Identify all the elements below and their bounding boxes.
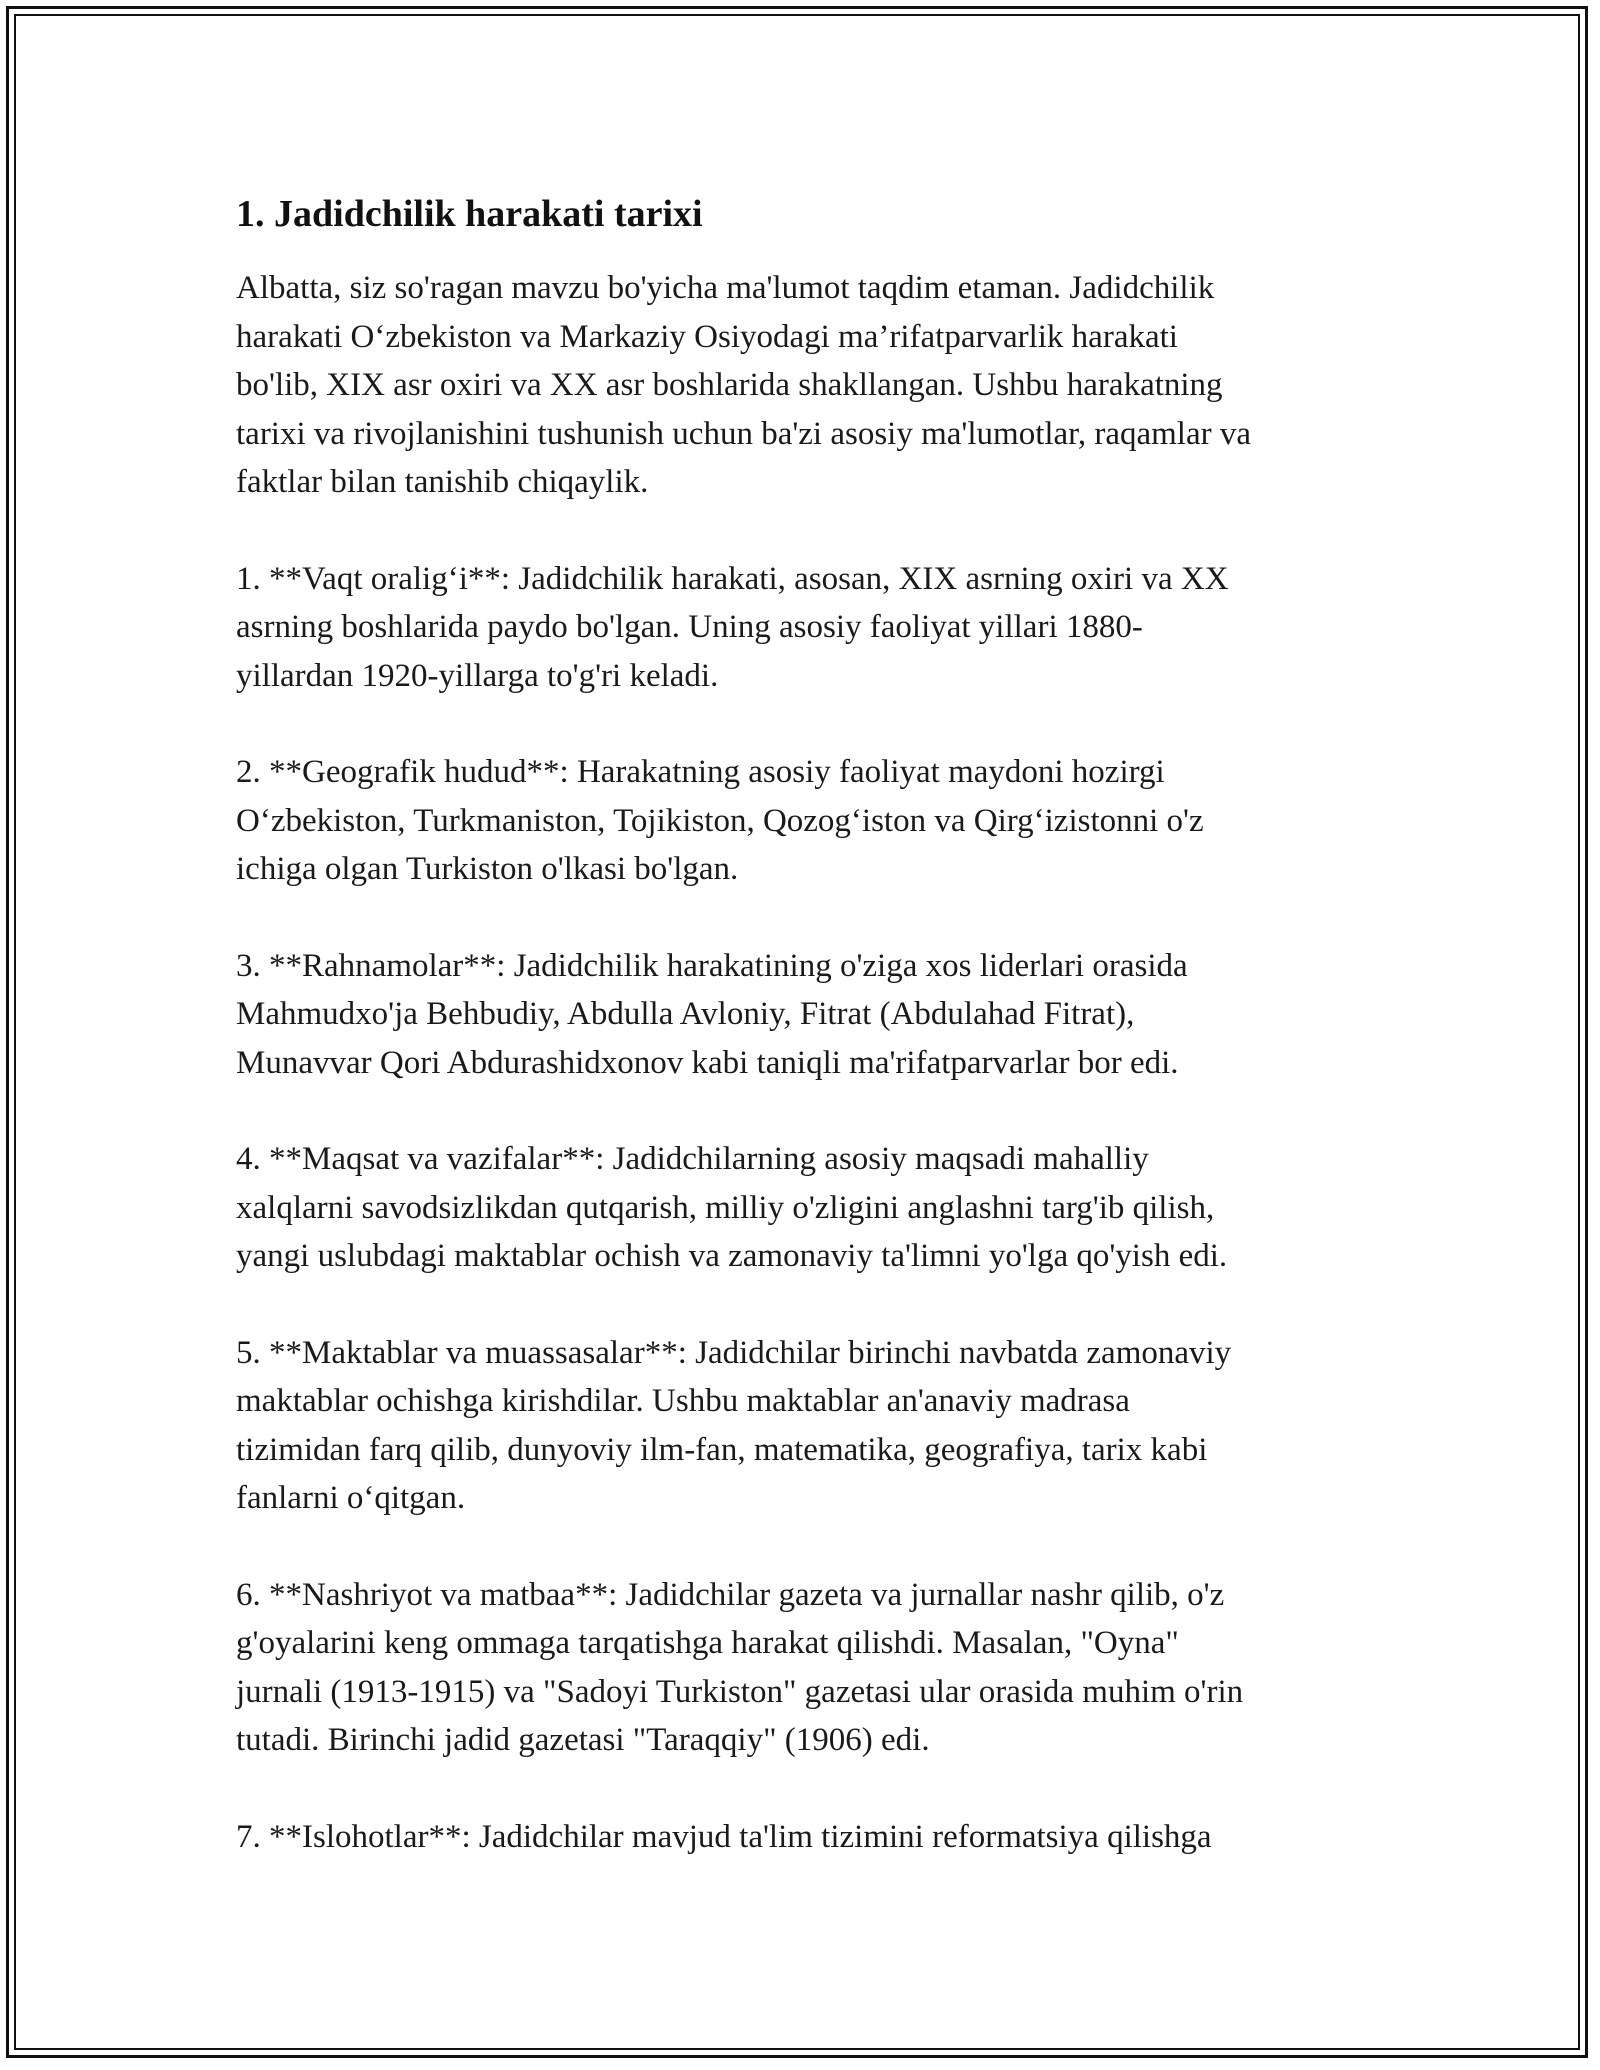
text-line: 3. **Rahnamolar**: Jadidchilik harakatining o'ziga xos liderlari orasida [236,947,1188,984]
list-item-5 [236,1329,1376,1523]
text-line: tarixi va rivojlanishini tushunish uchun ba'zi asosiy ma'lumotlar, raqamlar va [236,415,1252,452]
text-line: 4. **Maqsat va vazifalar**: Jadidchilarning asosiy maqsadi mahalliy [236,1141,1149,1177]
text-line: fanlarni o‘qitgan. [236,1480,466,1516]
text-line: 6. **Nashriyot va matbaa**: Jadidchilar gazeta va jurnallar nashr qilib, o'z [236,1576,1225,1613]
text-line: 5. **Maktablar va muassasalar**: Jadidchilar birinchi navbatda zamonaviy [236,1334,1232,1371]
text-line: 1. **Vaqt oralig‘i**: Jadidchilik harakati, asosan, XIX asrning oxiri va XX [236,560,1229,597]
document-title: 1. Jadidchilik harakati tarixi [236,193,703,235]
text-line: jurnali (1913-1915) va "Sadoyi Turkiston" gazetasi ular orasida muhim o'rin [236,1673,1244,1710]
text-line: tutadi. Birinchi jadid gazetasi "Taraqqiy" (1906) edi. [236,1722,930,1758]
text-line: faktlar bilan tanishib chiqaylik. [236,464,649,500]
text-line: maktablar ochishga kirishdilar. Ushbu maktablar an'anaviy madrasa [236,1383,1130,1419]
document-body [236,190,1376,1909]
list-item-2 [236,748,1376,894]
list-item-7 [236,1813,1376,1862]
list-item-3 [236,942,1376,1088]
text-line: g'oyalarini keng ommaga tarqatishga harakat qilishdi. Masalan, "Oyna" [236,1625,1179,1661]
list-item-4 [236,1135,1376,1281]
text-line: O‘zbekiston, Turkmaniston, Tojikiston, Qozog‘iston va Qirg‘izistonni o'z [236,802,1204,839]
text-line: xalqlarni savodsizlikdan qutqarish, milliy o'zligini anglashni targ'ib qilish, [236,1189,1215,1226]
text-line: harakati O‘zbekiston va Markaziy Osiyodagi ma’rifatparvarlik harakati [236,318,1178,355]
text-line: tizimidan farq qilib, dunyoviy ilm-fan, matematika, geografiya, tarix kabi [236,1431,1208,1468]
text-line: Mahmudxo'ja Behbudiy, Abdulla Avloniy, Fitrat (Abdulahad Fitrat), [236,996,1135,1032]
list-item-6 [236,1571,1376,1765]
text-line: 7. **Islohotlar**: Jadidchilar mavjud ta'lim tizimini reformatsiya qilishga [236,1818,1212,1855]
list-item-1 [236,555,1376,701]
text-line: ichiga olgan Turkiston o'lkasi bo'lgan. [236,851,739,887]
text-line: yangi uslubdagi maktablar ochish va zamonaviy ta'limni yo'lga qo'yish edi. [236,1238,1228,1274]
text-line: yillardan 1920-yillarga to'g'ri keladi. [236,657,719,694]
text-line: asrning boshlarida paydo bo'lgan. Uning asosiy faoliyat yillari 1880- [236,609,1143,645]
text-line: 2. **Geografik hudud**: Harakatning asosiy faoliyat maydoni hozirgi [236,754,1165,790]
text-line: bo'lib, XIX asr oxiri va XX asr boshlarida shakllangan. Ushbu harakatning [236,367,1223,403]
text-line: Albatta, siz so'ragan mavzu bo'yicha ma'lumot taqdim etaman. Jadidchilik [236,270,1215,306]
text-line: Munavvar Qori Abdurashidxonov kabi taniqli ma'rifatparvarlar bor edi. [236,1044,1179,1081]
intro-paragraph [236,264,1376,507]
